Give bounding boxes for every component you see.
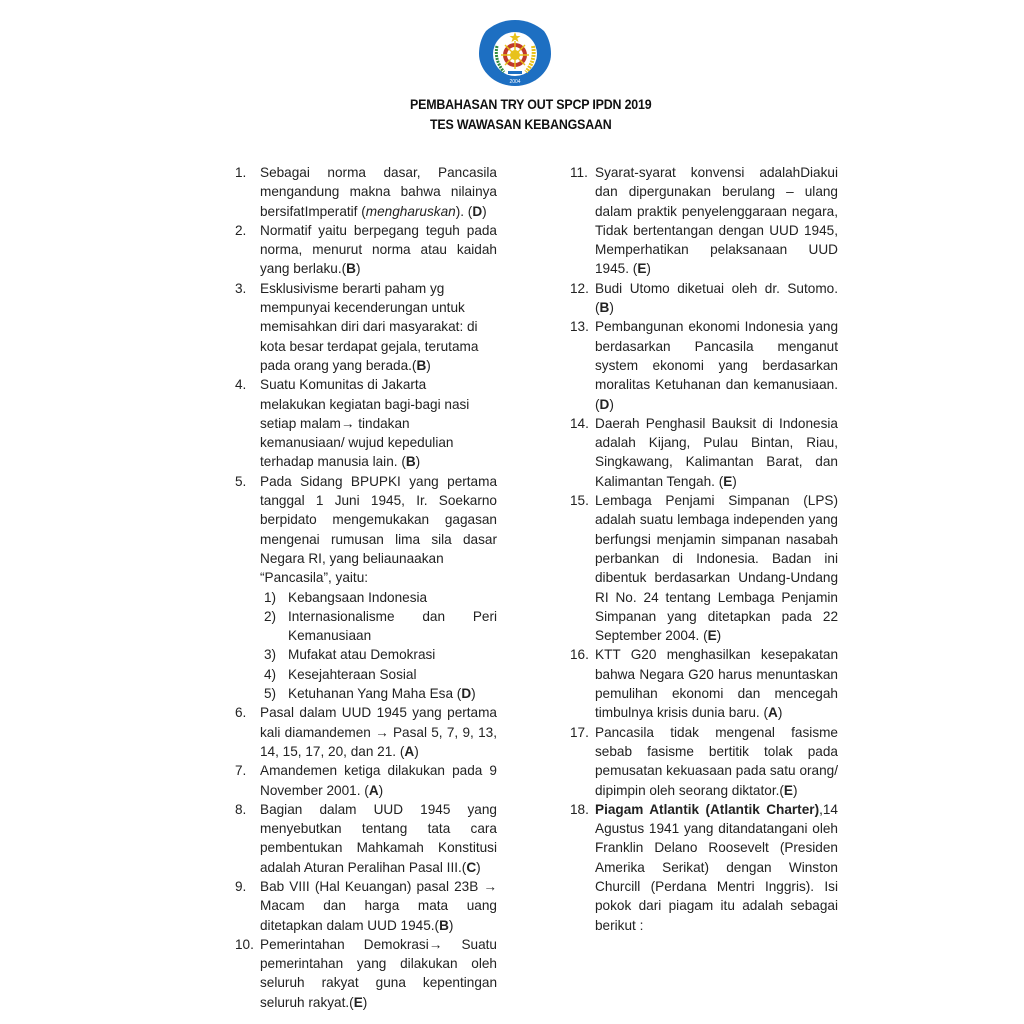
item-text: Syarat-syarat konvensi adalahDiakui dan dipergunakan berulang – ulang dalam praktik penyelenggaraan negara, Tidak bertentangan dengan UUD 1945, Memperhatikan pelaksanaan UUD 1945. ( (595, 165, 838, 277)
item-text-line: terhadap manusia lain. ( (260, 454, 406, 470)
item-number: 15. (570, 493, 589, 509)
ipdn-logo-icon (478, 18, 552, 88)
sub-item: 3) Mufakat atau Demokrasi (264, 647, 436, 663)
answer-key: A (368, 782, 379, 798)
document-title: PEMBAHASAN TRY OUT SPCP IPDN 2019 (410, 97, 652, 112)
item-text: Lembaga Penjami Simpanan (LPS) adalah suatu lembaga independen yang berfungsi menjamin simpanan nasabah perbankan di Indonesia. Badan ini dibentuk berdasarkan Undang-Undang RI No. 24 tentang Lembaga Penjamin Simpanan yang ditetapkan pada 22 September 2004. ( (595, 493, 838, 644)
answer-key: D (599, 396, 610, 412)
item-number: 2. (235, 222, 247, 238)
answer-key: A (768, 705, 778, 721)
item-number: 4. (235, 377, 247, 393)
item-text-line: melakukan kegiatan bagi-bagi nasi (260, 396, 470, 412)
item-bold-heading: Piagam Atlantik (Atlantik Charter) (595, 801, 820, 817)
list-item (570, 800, 838, 935)
list-item: 17. Pancasila tidak mengenal fasisme sebab fasisme bertitik tolak pada pemusatan kekuasaan pada satu orang/ dipimpin oleh seorang diktator.(E) (570, 724, 838, 798)
item-text: Normatif yaitu berpegang teguh pada norma, menurut norma atau kaidah yang berlaku.( (260, 222, 497, 277)
list-item (235, 472, 497, 588)
item-text-line: kota besar terdapat gejala, terutama (260, 338, 479, 354)
list-item: 6. Pasal dalam UUD 1945 yang pertama kali diamandemen → Pasal 5, 7, 9, 13, 14, 15, 17, 20, dan 21. (A) (235, 705, 497, 759)
left-column (235, 163, 497, 1012)
answer-key: E (707, 628, 717, 644)
list-item: 15. Lembaga Penjami Simpanan (LPS) adalah suatu lembaga independen yang berfungsi menjamin simpanan nasabah perbankan di Indonesia. Badan ini dibentuk berdasarkan Undang-Undang RI No. 24 tentang Lembaga Penjamin Simpanan yang ditetapkan pada 22 September 2004. (E) (570, 493, 838, 644)
list-item: 4. Suatu Komunitas di Jakarta melakukan kegiatan bagi-bagi nasi setiap malam→ tindakan kemanusiaan/ wujud kepedulian terhadap manusia lain. (B) (235, 375, 497, 471)
item-text: Budi Utomo diketuai oleh dr. Sutomo. ( (595, 280, 838, 316)
list-item: 9. Bab VIII (Hal Keuangan) pasal 23B → Macam dan harga mata uang ditetapkan dalam UUD 1945.(B) (235, 878, 497, 933)
item-text-line: pada orang yang berada.( (260, 357, 417, 373)
item-number: 17. (570, 724, 589, 740)
item-number: 14. (570, 415, 589, 431)
answer-key: A (404, 743, 415, 759)
sub-item: 4) Kesejahteraan Sosial (264, 666, 417, 682)
answer-key: B (439, 917, 449, 933)
item-text-line: mempunyai kecenderungan untuk (260, 300, 465, 316)
item-number: 18. (570, 801, 589, 817)
list-item: 10. Pemerintahan Demokrasi→ Suatu pemerintahan yang dilakukan oleh seluruh rakyat guna kepentingan seluruh rakyat.(E) (235, 936, 497, 1010)
item-text: KTT G20 menghasilkan kesepakatan bahwa Negara G20 harus menuntaskan pemulihan ekonomi dan mencegah timbulnya krisis dunia baru. ( (595, 647, 838, 721)
answer-key: B (416, 357, 427, 373)
item-number: 9. (235, 878, 247, 894)
answer-key: B (599, 300, 610, 316)
item-text: Pancasila tidak mengenal fasisme sebab fasisme bertitik tolak pada pemusatan kekuasaan pada satu orang/ dipimpin oleh seorang diktator.( (595, 724, 838, 798)
item-number: 7. (235, 763, 247, 779)
item-number: 1. (235, 165, 247, 180)
sub-item: 2) Internasionalisme dan Peri Kemanusiaan (264, 608, 497, 644)
item-text: Bab VIII (Hal Keuangan) pasal 23B → Macam dan harga mata uang ditetapkan dalam UUD 1945.( (260, 878, 497, 933)
list-item: 2. Normatif yaitu berpegang teguh pada norma, menurut norma atau kaidah yang berlaku.(B) (235, 222, 497, 277)
item-text: Pasal dalam UUD 1945 yang pertama kali diamandemen → Pasal 5, 7, 9, 13, 14, 15, 17, 20, dan 21. ( (260, 705, 497, 759)
item-text: Pembangunan ekonomi Indonesia yang berdasarkan Pancasila menganut system ekonomi yang berdasarkan moralitas Ketuhanan dan kemanusiaan.( (595, 319, 838, 412)
item-text-line: Negara RI, yang beliaunaakan (260, 550, 444, 566)
sub-item: 1) Kebangsaan Indonesia (264, 589, 428, 605)
item-text: Sebagai norma dasar, Pancasila mengandung makna bahwa nilainya bersifatImperatif ( (260, 165, 497, 219)
item-text: Daerah Penghasil Bauksit di Indonesia adalah Kijang, Pulau Bintan, Riau, Singkawang, Kalimantan Barat, dan Kalimantan Tengah. ( (595, 415, 838, 489)
item-text-line: kemanusiaan/ wujud kepedulian (260, 435, 454, 451)
item-text: Amandemen ketiga dilakukan pada 9 November 2001. ( (260, 763, 497, 798)
list-item: 16. KTT G20 menghasilkan kesepakatan bahwa Negara G20 harus menuntaskan pemulihan ekonomi dan mencegah timbulnya krisis dunia baru. (A) (570, 647, 838, 721)
item-number: 16. (570, 647, 589, 663)
answer-key: E (723, 473, 733, 489)
list-item: 11. Syarat-syarat konvensi adalahDiakui dan dipergunakan berulang – ulang dalam praktik penyelenggaraan negara, Tidak bertentangan dengan UUD 1945, Memperhatikan pelaksanaan UUD 1945. (E) (570, 165, 838, 277)
item-text: Pada Sidang BPUPKI yang pertama tanggal 1 Juni 1945, Ir. Soekarno berpidato mengemukakan gagasan mengenai rumusan lima sila dasar (260, 473, 497, 547)
item-text-line: setiap malam→ tindakan (260, 415, 410, 431)
sub-list (235, 588, 497, 704)
item-text-line: memisahkan diri dari masyarakat: di (260, 319, 478, 335)
answer-key: B (405, 454, 416, 470)
item-number: 5. (235, 473, 247, 489)
item-number: 13. (570, 319, 589, 335)
item-text: Bagian dalam UUD 1945 yang menyebutkan tentang tata cara pembentukan Mahkamah Konstitusi adalah Aturan Peralihan Pasal III.( (260, 801, 497, 875)
item-number: 10. (235, 936, 254, 952)
item-number: 3. (235, 280, 247, 296)
sub-item: 5) Ketuhanan Yang Maha Esa (D) (264, 686, 476, 702)
list-item: 1. Sebagai norma dasar, Pancasila mengandung makna bahwa nilainya bersifatImperatif (mengharuskan). (D) (235, 165, 497, 219)
item-number: 6. (235, 705, 247, 721)
item-text-line: “Pancasila”, yaitu: (260, 570, 369, 586)
list-item: 12. Budi Utomo diketuai oleh dr. Sutomo. (B) (570, 280, 838, 316)
item-number: 11. (570, 165, 588, 180)
answer-key: D (472, 203, 483, 219)
list-item: 8. Bagian dalam UUD 1945 yang menyebutkan tentang tata cara pembentukan Mahkamah Konstitusi adalah Aturan Peralihan Pasal III.(C) (235, 801, 497, 875)
list-item: 7. Amandemen ketiga dilakukan pada 9 November 2001. (A) (235, 763, 497, 798)
answer-key: E (353, 994, 363, 1010)
item-text-line: Suatu Komunitas di Jakarta (260, 377, 427, 393)
logo-year: 2004 (509, 79, 521, 85)
answer-key: B (346, 261, 356, 277)
list-item: 14. Daerah Penghasil Bauksit di Indonesia adalah Kijang, Pulau Bintan, Riau, Singkawang, Kalimantan Barat, dan Kalimantan Tengah. (E) (570, 415, 838, 489)
document-subtitle: TES WAWASAN KEBANGSAAN (430, 117, 612, 132)
list-item: 3. Esklusivisme berarti paham yg mempunyai kecenderungan untuk memisahkan diri dari masyarakat: di kota besar terdapat gejala, terutama pada orang yang berada.(B) (235, 279, 497, 375)
answer-key: E (783, 782, 793, 798)
item-italic: mengharuskan (365, 203, 456, 219)
answer-key: E (637, 261, 647, 277)
item-text-line: Esklusivisme berarti paham yg (260, 280, 445, 296)
right-column (570, 163, 838, 935)
answer-key: D (461, 686, 472, 702)
item-number: 12. (570, 280, 589, 296)
item-text: ,14 Agustus 1941 yang ditandatangani oleh Franklin Delano Roosevelt (Presiden Amerika Serikat) dengan Winston Churcill (Perdana Mentri Inggris). Isi pokok dari piagam itu adalah sebagai berikut : (595, 801, 838, 933)
item-text: Pemerintahan Demokrasi→ Suatu pemerintahan yang dilakukan oleh seluruh rakyat guna kepentingan seluruh rakyat.( (260, 936, 497, 1010)
answer-key: C (466, 859, 477, 875)
item-number: 8. (235, 801, 247, 817)
list-item: 13. Pembangunan ekonomi Indonesia yang berdasarkan Pancasila menganut system ekonomi yang berdasarkan moralitas Ketuhanan dan kemanusiaan.(D) (570, 319, 838, 412)
